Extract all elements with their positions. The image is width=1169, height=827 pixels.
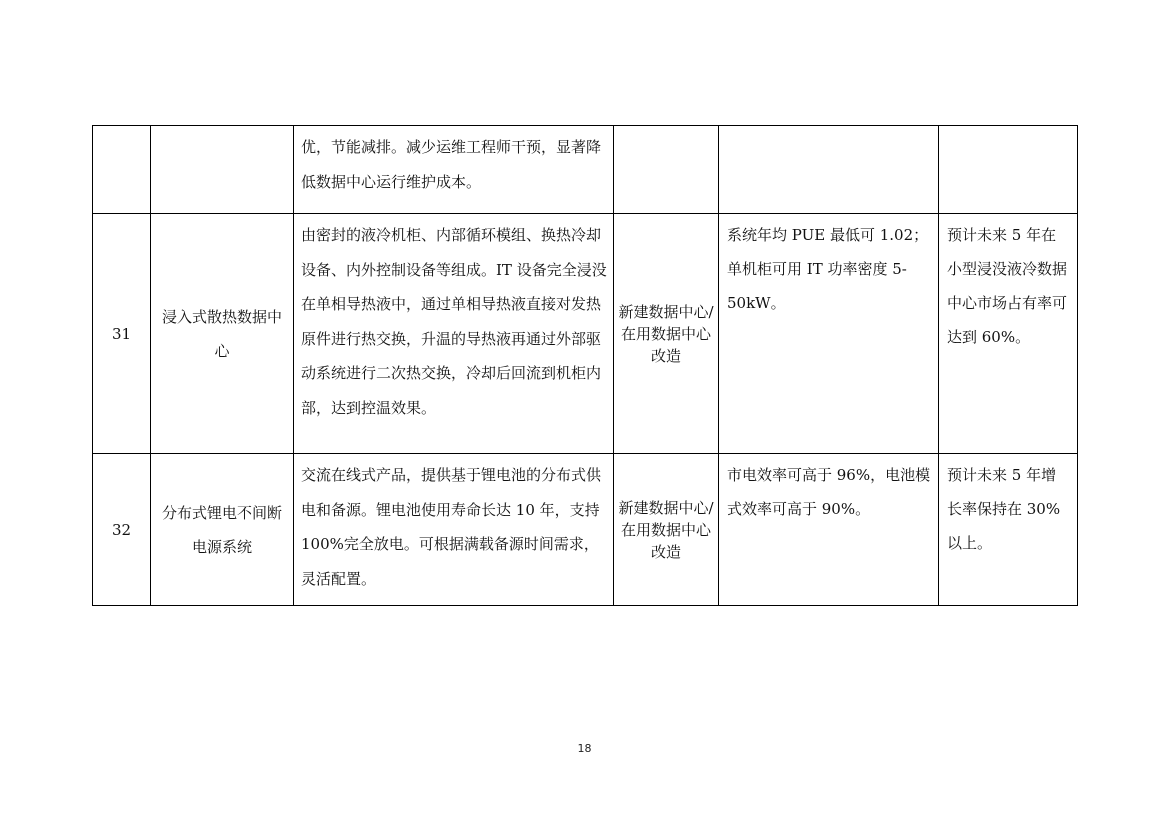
technology-description: 由密封的液冷机柜、内部循环模组、换热冷却设备、内外控制设备等组成。IT 设备完全浸没在单相导热液中，通过单相导热液直接对发热原件进行热交换，升温的导热液再通过外部驱动系统进行二次热交换，冷却后回流到机柜内部，达到控温效果。 [294,214,614,454]
row-number: 31 [93,214,151,454]
market-forecast: 预计未来 5 年增长率保持在 30%以上。 [939,454,1078,606]
application-scenario [614,126,719,214]
table-row [93,214,1078,454]
market-forecast: 预计未来 5 年在小型浸没液冷数据中心市场占有率可达到 60%。 [939,214,1078,454]
page-number: 18 [577,742,592,755]
technical-indicator [719,126,939,214]
market-forecast [939,126,1078,214]
table-row [93,126,1078,214]
technology-name [151,126,294,214]
row-number [93,126,151,214]
application-scenario: 新建数据中心/在用数据中心改造 [614,214,719,454]
technology-name: 浸入式散热数据中心 [151,214,294,454]
technology-table [92,125,1078,606]
technology-description: 交流在线式产品，提供基于锂电池的分布式供电和备源。锂电池使用寿命长达 10 年，支持 100%完全放电。可根据满载备源时间需求，灵活配置。 [294,454,614,606]
technical-indicator: 市电效率可高于 96%，电池模式效率可高于 90%。 [719,454,939,606]
row-number: 32 [93,454,151,606]
table-row [93,454,1078,606]
technology-name: 分布式锂电不间断电源系统 [151,454,294,606]
technical-indicator: 系统年均 PUE 最低可 1.02；单机柜可用 IT 功率密度 5-50kW。 [719,214,939,454]
technology-description: 优，节能减排。减少运维工程师干预，显著降低数据中心运行维护成本。 [294,126,614,214]
application-scenario: 新建数据中心/在用数据中心改造 [614,454,719,606]
